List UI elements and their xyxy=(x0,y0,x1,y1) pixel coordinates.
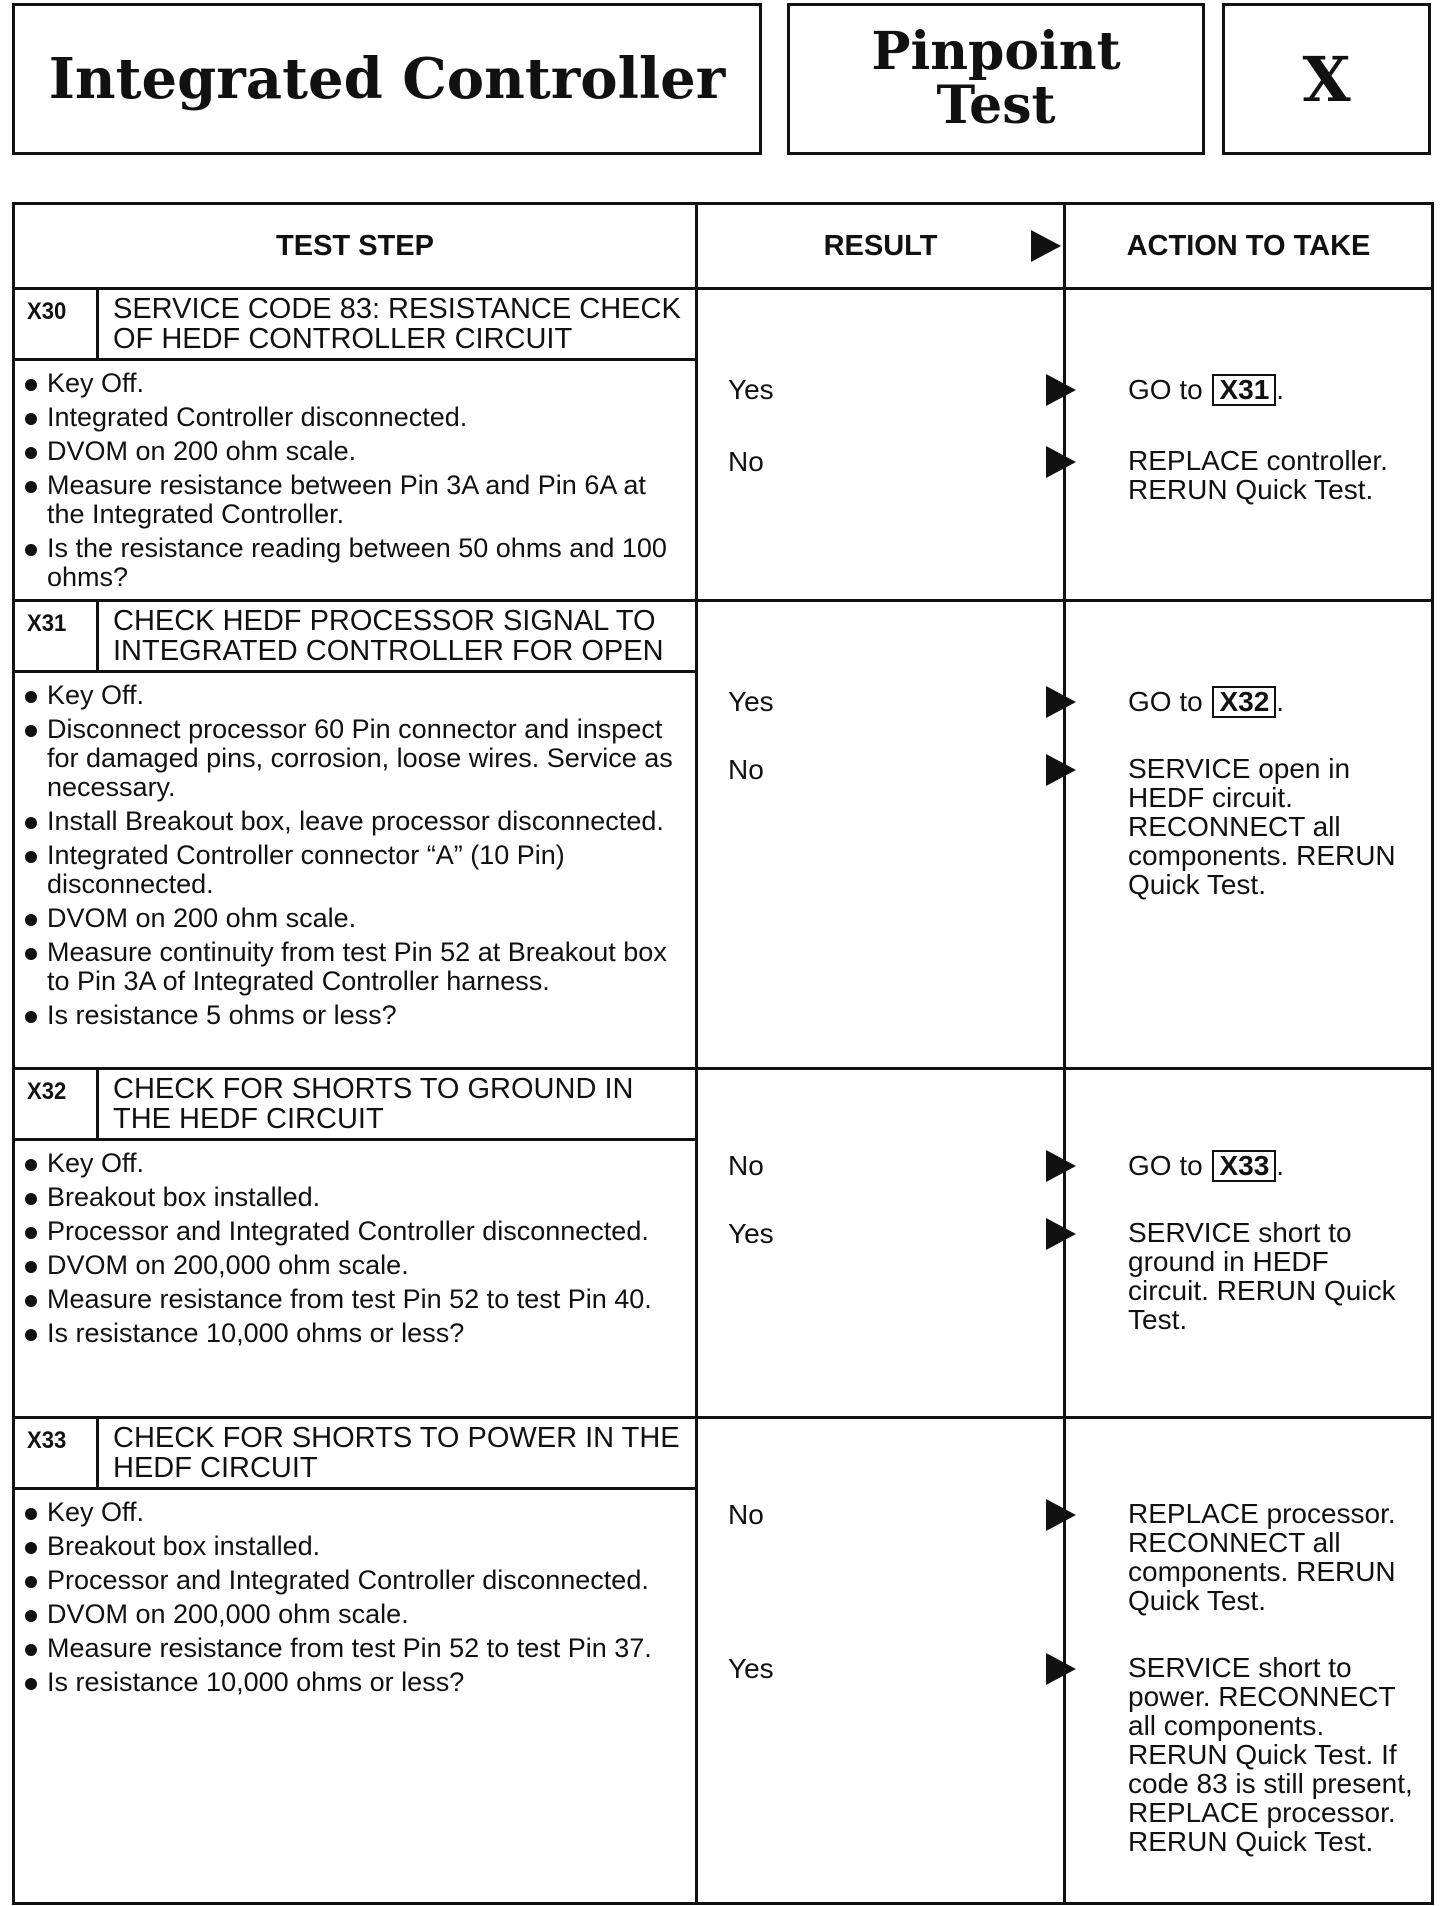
list-item: Is resistance 10,000 ohms or less? xyxy=(47,1668,681,1697)
result-no xyxy=(728,1499,764,1531)
step-code xyxy=(15,1419,99,1487)
list-item: Key Off. xyxy=(47,1498,681,1527)
step-reference-link[interactable]: X33 xyxy=(1212,1150,1276,1182)
result-label: No xyxy=(728,754,764,785)
pinpoint-test-table xyxy=(12,202,1434,1905)
result-cell xyxy=(697,1069,1065,1418)
step-code-label: X31 xyxy=(27,610,67,637)
step-code-label: X30 xyxy=(27,298,67,325)
step-row-x30 xyxy=(14,289,1433,601)
result-label: No xyxy=(728,446,764,477)
list-item: Integrated Controller disconnected. xyxy=(47,403,681,432)
list-item: Key Off. xyxy=(47,681,681,710)
list-item: Breakout box installed. xyxy=(47,1183,681,1212)
action-text: SERVICE open in HEDF circuit. RECONNECT all components. RERUN Quick Test. xyxy=(1128,753,1396,900)
action-text: SERVICE short to ground in HEDF circuit. RERUN Quick Test. xyxy=(1128,1217,1396,1335)
step-code-label: X32 xyxy=(27,1078,67,1105)
list-item: Measure resistance from test Pin 52 to test Pin 40. xyxy=(47,1285,681,1314)
action-text xyxy=(1128,374,1417,406)
step-row-x31 xyxy=(14,601,1433,1069)
result-no xyxy=(728,1150,764,1182)
result-label: No xyxy=(728,1499,764,1530)
list-item: Is resistance 5 ohms or less? xyxy=(47,1001,681,1030)
section-title: Integrated Controller xyxy=(48,46,726,112)
test-step-cell xyxy=(14,1418,697,1904)
action-cell xyxy=(1065,1418,1433,1904)
result-cell xyxy=(697,601,1065,1069)
result-yes xyxy=(728,374,774,406)
result-yes xyxy=(728,1653,774,1685)
list-item: Breakout box installed. xyxy=(47,1532,681,1561)
column-header-result: RESULT xyxy=(697,204,1065,289)
result-yes xyxy=(728,686,774,718)
step-title: CHECK FOR SHORTS TO POWER IN THE HEDF CIRCUIT xyxy=(113,1422,680,1484)
list-item: DVOM on 200 ohm scale. xyxy=(47,437,681,466)
list-item: Install Breakout box, leave processor disconnected. xyxy=(47,807,681,836)
step-header xyxy=(15,1070,698,1141)
step-code-label: X33 xyxy=(27,1427,67,1454)
result-cell xyxy=(697,1418,1065,1904)
step-code xyxy=(15,602,99,670)
test-step-cell xyxy=(14,601,697,1069)
test-letter-box xyxy=(1222,3,1431,155)
step-header xyxy=(15,290,698,361)
step-row-x33 xyxy=(14,1418,1433,1904)
step-row-x32 xyxy=(14,1069,1433,1418)
action-suffix: . xyxy=(1276,686,1285,717)
action-prefix: GO to xyxy=(1128,686,1211,717)
action-text xyxy=(1128,686,1417,718)
action-cell xyxy=(1065,289,1433,601)
step-title: CHECK FOR SHORTS TO GROUND IN THE HEDF CIRCUIT xyxy=(113,1073,634,1135)
manual-section-title-box xyxy=(12,3,762,155)
action-suffix: . xyxy=(1276,374,1285,405)
column-header-test-step: TEST STEP xyxy=(14,204,697,289)
action-text: REPLACE controller. RERUN Quick Test. xyxy=(1128,445,1388,505)
list-item: DVOM on 200,000 ohm scale. xyxy=(47,1600,681,1629)
test-type-box xyxy=(787,3,1205,155)
step-code xyxy=(15,1070,99,1138)
list-item: Is resistance 10,000 ohms or less? xyxy=(47,1319,681,1348)
result-yes xyxy=(728,1218,774,1250)
result-label: No xyxy=(728,1150,764,1181)
step-items xyxy=(15,1490,695,1697)
action-text xyxy=(1128,1150,1417,1182)
table-header-row xyxy=(14,204,1433,289)
list-item: Integrated Controller connector “A” (10 Pin) disconnected. xyxy=(47,841,681,899)
step-header xyxy=(15,1419,698,1490)
list-item: DVOM on 200,000 ohm scale. xyxy=(47,1251,681,1280)
step-items xyxy=(15,1141,695,1348)
test-step-cell xyxy=(14,289,697,601)
list-item: Disconnect processor 60 Pin connector and inspect for damaged pins, corrosion, loose wires. Service as necessary. xyxy=(47,715,681,802)
list-item: Processor and Integrated Controller disconnected. xyxy=(47,1566,681,1595)
list-item: DVOM on 200 ohm scale. xyxy=(47,904,681,933)
action-suffix: . xyxy=(1276,1150,1285,1181)
result-label: Yes xyxy=(728,1218,774,1249)
test-step-cell xyxy=(14,1069,697,1418)
result-label: Yes xyxy=(728,374,774,405)
step-title: CHECK HEDF PROCESSOR SIGNAL TO INTEGRATED CONTROLLER FOR OPEN xyxy=(113,605,664,667)
column-header-action: ACTION TO TAKE xyxy=(1065,204,1433,289)
list-item: Measure continuity from test Pin 52 at Breakout box to Pin 3A of Integrated Controller harness. xyxy=(47,938,681,996)
step-title: SERVICE CODE 83: RESISTANCE CHECK OF HEDF CONTROLLER CIRCUIT xyxy=(113,293,681,355)
test-letter: X xyxy=(1302,42,1351,116)
result-no xyxy=(728,446,764,478)
step-reference-link[interactable]: X32 xyxy=(1212,686,1276,718)
step-header xyxy=(15,602,698,673)
step-reference-link[interactable]: X31 xyxy=(1212,374,1276,406)
result-no xyxy=(728,754,764,786)
action-cell xyxy=(1065,601,1433,1069)
list-item: Key Off. xyxy=(47,1149,681,1178)
action-cell xyxy=(1065,1069,1433,1418)
action-prefix: GO to xyxy=(1128,374,1211,405)
action-text: SERVICE short to power. RECONNECT all components. RERUN Quick Test. If code 83 is still present, REPLACE processor. RERUN Quick Test. xyxy=(1128,1652,1413,1857)
step-items xyxy=(15,361,695,592)
result-label: Yes xyxy=(728,1653,774,1684)
list-item: Measure resistance from test Pin 52 to test Pin 37. xyxy=(47,1634,681,1663)
list-item: Is the resistance reading between 50 ohms and 100 ohms? xyxy=(47,534,681,592)
step-items xyxy=(15,673,695,1030)
step-code xyxy=(15,290,99,358)
action-text: REPLACE processor. RECONNECT all components. RERUN Quick Test. xyxy=(1128,1498,1396,1616)
list-item: Measure resistance between Pin 3A and Pin 6A at the Integrated Controller. xyxy=(47,471,681,529)
list-item: Processor and Integrated Controller disconnected. xyxy=(47,1217,681,1246)
arrow-right-icon xyxy=(1031,230,1061,262)
action-prefix: GO to xyxy=(1128,1150,1211,1181)
list-item: Key Off. xyxy=(47,369,681,398)
result-label: Yes xyxy=(728,686,774,717)
test-type-label: Pinpoint Test xyxy=(871,21,1121,136)
result-cell xyxy=(697,289,1065,601)
